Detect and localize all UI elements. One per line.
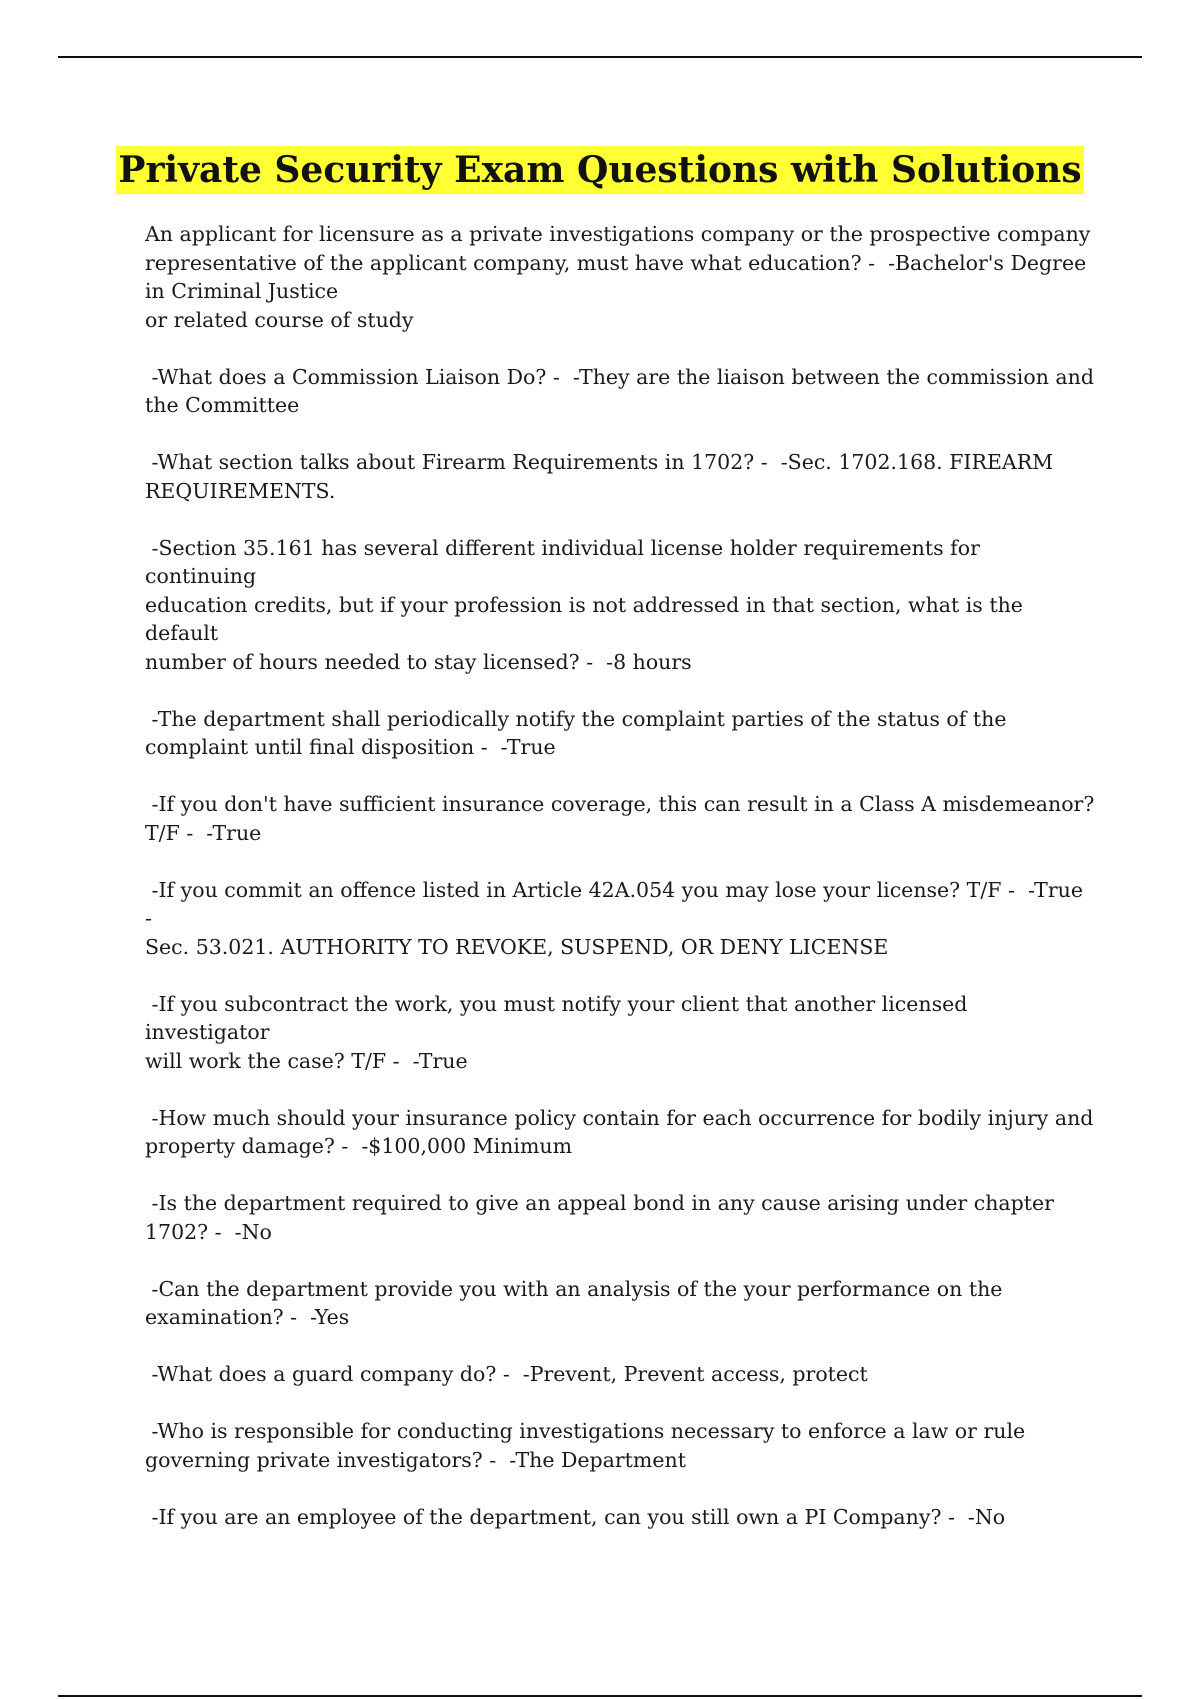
qa-line: governing private investigators? - -The Department [145,1447,686,1472]
document-title: Private Security Exam Questions with Solutions [116,146,1083,194]
top-rule [58,56,1142,58]
qa-line: -Is the department required to give an appeal bond in any cause arising under chapter [145,1191,1054,1215]
qa-item [145,790,1095,847]
qa-list [145,220,1095,1560]
qa-item [145,990,1095,1076]
qa-line: T/F - -True [145,820,262,845]
title-container [0,146,1200,194]
qa-line: -Who is responsible for conducting investigations necessary to enforce a law or rule [145,1419,1026,1443]
qa-item [145,448,1095,505]
qa-item [145,1417,1095,1474]
qa-item [145,220,1095,334]
qa-line: representative of the applicant company, must have what education? - -Bachelor's Degree [145,250,1087,275]
qa-line: -If you commit an offence listed in Article 42A.054 you may lose your license? T/F - -True - [145,877,1090,930]
qa-line: -Section 35.161 has several different individual license holder requirements for continuing [145,535,987,588]
qa-item [145,1503,1095,1532]
qa-line: number of hours needed to stay licensed? - -8 hours [145,649,692,674]
qa-line: -If you don't have sufficient insurance coverage, this can result in a Class A misdemeanor? [145,792,1095,816]
qa-line: -What does a Commission Liaison Do? - -They are the liaison between the commission and [145,364,1094,389]
qa-line: Sec. 53.021. AUTHORITY TO REVOKE, SUSPEND, OR DENY LICENSE [145,934,889,959]
qa-line: or related course of study [145,307,414,332]
qa-line: examination? - -Yes [145,1305,350,1329]
qa-line: 1702? - -No [145,1219,272,1244]
qa-line: REQUIREMENTS. [145,478,336,503]
qa-item [145,363,1095,420]
qa-item [145,876,1095,962]
qa-item [145,1189,1095,1246]
qa-line: will work the case? T/F - -True [145,1048,468,1073]
qa-line: An applicant for licensure as a private investigations company or the prospective company [145,222,1091,246]
qa-item [145,534,1095,677]
qa-line: -If you are an employee of the department, can you still own a PI Company? - -No [145,1504,1006,1529]
qa-line: property damage? - -$100,000 Minimum [145,1134,573,1158]
qa-line: the Committee [145,393,300,417]
qa-item [145,705,1095,762]
qa-line: -Can the department provide you with an analysis of the your performance on the [145,1276,1003,1301]
qa-item [145,1275,1095,1332]
bottom-rule [58,1695,1142,1697]
qa-line: in Criminal Justice [145,279,339,303]
qa-line: complaint until final disposition - -True [145,735,556,759]
qa-line: -How much should your insurance policy contain for each occurrence for bodily injury and [145,1105,1094,1130]
qa-line: -If you subcontract the work, you must notify your client that another licensed investigator [145,991,974,1044]
qa-item [145,1360,1095,1389]
qa-item [145,1104,1095,1161]
qa-line: education credits, but if your profession is not addressed in that section, what is the default [145,592,1030,645]
qa-line: -The department shall periodically notify the complaint parties of the status of the [145,706,1007,731]
qa-line: -What section talks about Firearm Requirements in 1702? - -Sec. 1702.168. FIREARM [145,450,1054,474]
qa-line: -What does a guard company do? - -Prevent, Prevent access, protect [145,1362,868,1386]
